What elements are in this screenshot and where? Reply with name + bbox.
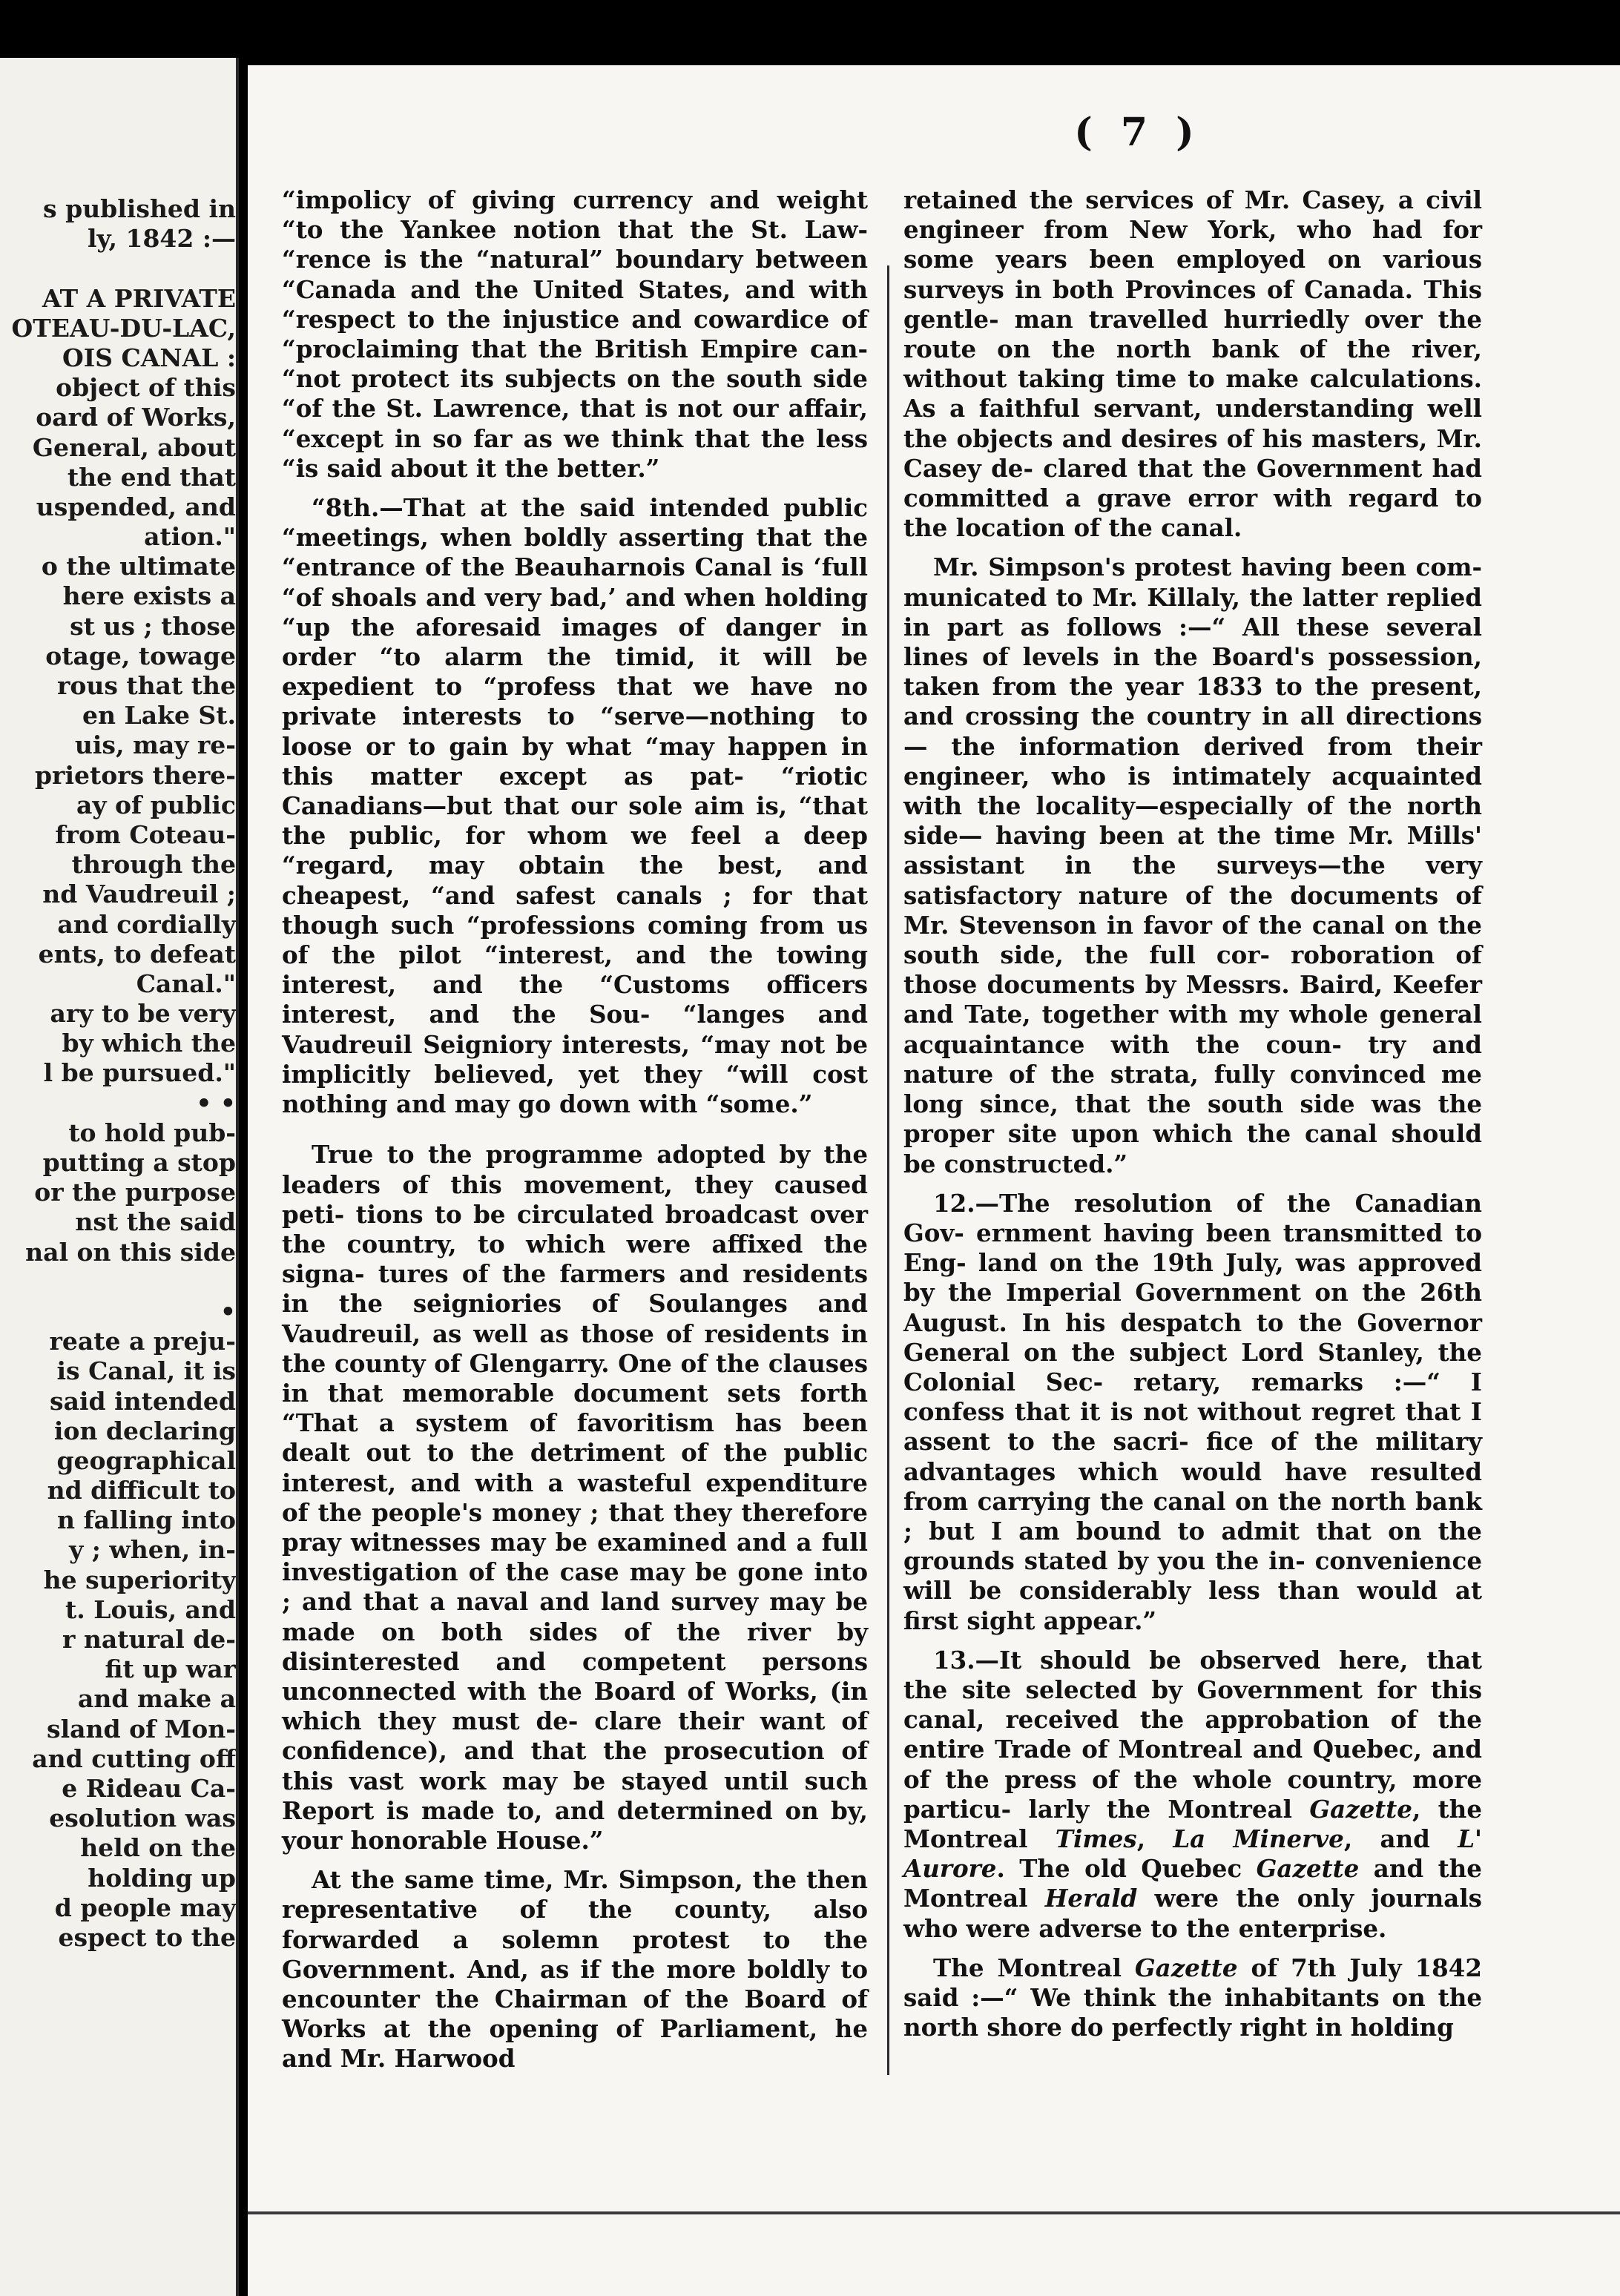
previous-page-line: prietors there- xyxy=(34,760,236,790)
previous-page-line: General, about xyxy=(32,432,236,462)
paragraph: “impolicy of giving currency and weight “to the Yankee notion that the St. Law- “rence is the “natural” boundary between “Canada and the United States, and with “respect to the injustice and cowardice of “proclaiming that the British Empire can- “not protect its subjects on the south side “of the St. Lawrence, that is not our affair, “except in so far as we think that the less “is said about it the better.” xyxy=(282,185,868,483)
page-number: ( 7 ) xyxy=(1074,110,1202,155)
page xyxy=(248,65,1620,2296)
newspaper-title: La Minerve xyxy=(1173,1824,1344,1853)
paragraph xyxy=(903,1646,1482,1944)
text-run: , xyxy=(1136,1824,1173,1853)
previous-page-column xyxy=(0,194,236,1953)
previous-page-line: y ; when, in- xyxy=(69,1535,236,1565)
newspaper-title: Gazette xyxy=(1134,1953,1238,1982)
previous-page-line: through the xyxy=(71,850,236,880)
previous-page-line: and cordially xyxy=(57,909,236,939)
newspaper-title: Gazette xyxy=(1256,1854,1360,1884)
previous-page-line: is Canal, it is xyxy=(56,1356,236,1386)
previous-page-line: nd difficult to xyxy=(47,1476,236,1505)
previous-page-line xyxy=(0,1267,236,1297)
text-run: , the Montreal xyxy=(903,1794,1482,1853)
previous-page-line: r natural de- xyxy=(62,1625,236,1654)
previous-page-line: OIS CANAL : xyxy=(62,343,236,372)
previous-page-line: said intended xyxy=(50,1386,236,1416)
previous-page-line: and make a xyxy=(78,1684,236,1714)
previous-page-line: rous that the xyxy=(56,671,236,700)
previous-page-fragment xyxy=(0,58,239,2296)
previous-page-line: e Rideau Ca- xyxy=(62,1773,236,1803)
paragraph xyxy=(903,1953,1482,2043)
previous-page-line: held on the xyxy=(80,1833,236,1863)
paragraph: “8th.—That at the said intended public “meetings, when boldly asserting that the “entrance of the Beauharnois Canal is ‘full “of shoals and very bad,’ and when holding “up the aforesaid images of danger in order “to alarm the timid, it will be expedient to “profess that we have no private interests to “serve—nothing to loose or to gain by what “may happen in this matter except as pat- “riotic Canadians—but that our sole aim is, “that the public, for whom we feel a deep “regard, may obtain the best, and cheapest, “and safest canals ; for that though such “professions coming from us of the pilot “interest, and the towing interest, and the “Customs officers interest, and the Sou- “langes and Vaudreuil Seigniory interests, “may not be implicitly believed, yet they “will cost nothing and may go down with “some.” xyxy=(282,493,868,1119)
previous-page-line: geographical xyxy=(56,1445,236,1475)
previous-page-line: s published in xyxy=(43,194,236,223)
page-bottom-edge xyxy=(248,2211,1620,2214)
previous-page-line: and cutting off xyxy=(32,1744,236,1773)
previous-page-line: Canal." xyxy=(136,969,236,998)
previous-page-line: AT A PRIVATE xyxy=(42,283,236,313)
previous-page-line: ion declaring xyxy=(53,1416,236,1445)
newspaper-title: Herald xyxy=(1044,1884,1138,1913)
previous-page-line: l be pursued." xyxy=(43,1058,236,1088)
previous-page-line: uis, may re- xyxy=(74,730,236,760)
previous-page-line: st us ; those xyxy=(70,611,236,641)
paragraph: retained the services of Mr. Casey, a civil engineer from New York, who had for some years been employed on various surveys in both Provinces of Canada. This gentle- man travelled hurriedly over the route on the north bank of the river, without taking time to make calculations. As a faithful servant, understanding well the objects and desires of his masters, Mr. Casey de- clared that the Government had committed a grave error with regard to the location of the canal. xyxy=(903,185,1482,543)
previous-page-line: t. Louis, and xyxy=(65,1594,236,1624)
paragraph: Mr. Simpson's protest having been com- municated to Mr. Killaly, the latter replied in part as follows :—“ All these several lines of levels in the Board's possession, taken from the year 1833 to the present, and crossing the country in all directions— the information derived from their engineer, who is intimately acquainted with the locality—especially of the north side— having been at the time Mr. Mills' assistant in the surveys—the very satisfactory nature of the documents of Mr. Stevenson in favor of the canal on the south side, the full cor- roboration of those documents by Messrs. Baird, Keefer and Tate, together with my whole general acquaintance with the coun- try and nature of the strata, fully convinced me long since, that the south side was the proper site upon which the canal should be constructed.” xyxy=(903,552,1482,1178)
text-run: were the only journals who were adverse to the enterprise. xyxy=(903,1884,1482,1943)
previous-page-line: the end that xyxy=(67,462,236,492)
previous-page-line: n falling into xyxy=(56,1505,236,1535)
previous-page-line: oard of Works, xyxy=(36,403,236,432)
newspaper-title: Times xyxy=(1055,1824,1137,1853)
previous-page-line: uspended, and xyxy=(36,492,236,521)
paragraph: 12.—The resolution of the Canadian Gov- ernment having been transmitted to Eng- land on the 19th July, was approved by the Imperial Government on the 26th August. In his despatch to the Governor General on the subject Lord Stanley, the Colonial Sec- retary, remarks :—“ I confess that it is not without regret that I assent to the sacri- fice of the military advantages which would have resulted from carrying the canal on the north bank ; but I am bound to admit that on the grounds stated by you the in- convenience will be considerably less than would at first sight appear.” xyxy=(903,1188,1482,1635)
previous-page-line: o the ultimate xyxy=(41,552,236,581)
previous-page-line: fit up war xyxy=(105,1655,236,1684)
previous-page-line: sland of Mon- xyxy=(47,1714,236,1744)
newspaper-title: Gazette xyxy=(1309,1794,1412,1824)
previous-page-line: putting a stop xyxy=(42,1148,236,1177)
text-run: . The old Quebec xyxy=(996,1854,1257,1884)
previous-page-line: • • xyxy=(196,1088,236,1118)
previous-page-line: nst the said xyxy=(75,1207,236,1237)
previous-page-line: • xyxy=(220,1296,236,1326)
previous-page-line: nd Vaudreuil ; xyxy=(42,880,236,909)
previous-page-line: object of this xyxy=(56,373,236,403)
paragraph: True to the programme adopted by the leaders of this movement, they caused peti- tions to be circulated broadcast over the country, to which were affixed the signa- tures of the farmers and residents in the seigniories of Soulanges and Vaudreuil, as well as those of residents in the county of Glengarry. One of the clauses in that memorable document sets forth “That a system of favoritism has been dealt out to the detriment of the public interest, and with a wasteful expenditure of the people's money ; that they therefore pray witnesses may be examined and a full investigation of the case may be gone into ; and that a naval and land survey may be made on both sides of the river by disinterested and competent persons unconnected with the Board of Works, (in which they must de- clare their want of confidence), and that the prosecution of this vast work may be stayed until such Report is made to, and determined on by, your honorable House.” xyxy=(282,1140,868,1855)
previous-page-line: OTEAU-DU-LAC, xyxy=(11,313,236,343)
previous-page-line: or the purpose xyxy=(34,1178,236,1207)
paragraph: At the same time, Mr. Simpson, the then representative of the county, also forwarded a solemn protest to the Government. And, as if the more boldly to encounter the Chairman of the Board of Works at the opening of Parliament, he and Mr. Harwood xyxy=(282,1865,868,2074)
previous-page-line: ly, 1842 :— xyxy=(87,224,236,254)
previous-page-line: ents, to defeat xyxy=(38,939,236,969)
previous-page-line: d people may xyxy=(54,1893,236,1922)
text-run: The Montreal xyxy=(933,1953,1135,1982)
previous-page-line: reate a preju- xyxy=(49,1327,236,1356)
previous-page-line: nal on this side xyxy=(25,1237,236,1267)
left-column xyxy=(282,185,868,2084)
column-divider xyxy=(887,265,889,2075)
text-run: and the Montreal xyxy=(903,1854,1482,1913)
previous-page-line: here exists a xyxy=(62,581,236,611)
previous-page-line: ay of public xyxy=(76,790,236,819)
previous-page-line: to hold pub- xyxy=(68,1118,236,1147)
previous-page-line: espect to the xyxy=(58,1922,236,1952)
previous-page-line: en Lake St. xyxy=(82,701,236,730)
newspaper-title: L' Aurore xyxy=(903,1824,1482,1884)
right-column xyxy=(903,185,1482,2052)
previous-page-line: holding up xyxy=(88,1863,236,1893)
previous-page-line: ary to be very xyxy=(50,999,236,1029)
previous-page-line: esolution was xyxy=(49,1804,236,1833)
previous-page-line: he superiority xyxy=(43,1565,236,1594)
text-run: of 7th July 1842 said :—“ We think the inhabitants on the north shore do perfectly right in holding xyxy=(903,1953,1482,2042)
text-run: , and xyxy=(1343,1824,1458,1853)
previous-page-line: by which the xyxy=(62,1029,236,1058)
previous-page-line xyxy=(0,254,236,283)
previous-page-line: otage, towage xyxy=(45,641,236,670)
previous-page-line: ation." xyxy=(144,522,236,552)
previous-page-line: from Coteau- xyxy=(55,819,236,849)
text-run: 13.—It should be observed here, that the site selected by Government for this canal, received the approbation of the entire Trade of Montreal and Quebec, and of the press of the whole country, more particu- larly the Montreal xyxy=(903,1645,1482,1824)
